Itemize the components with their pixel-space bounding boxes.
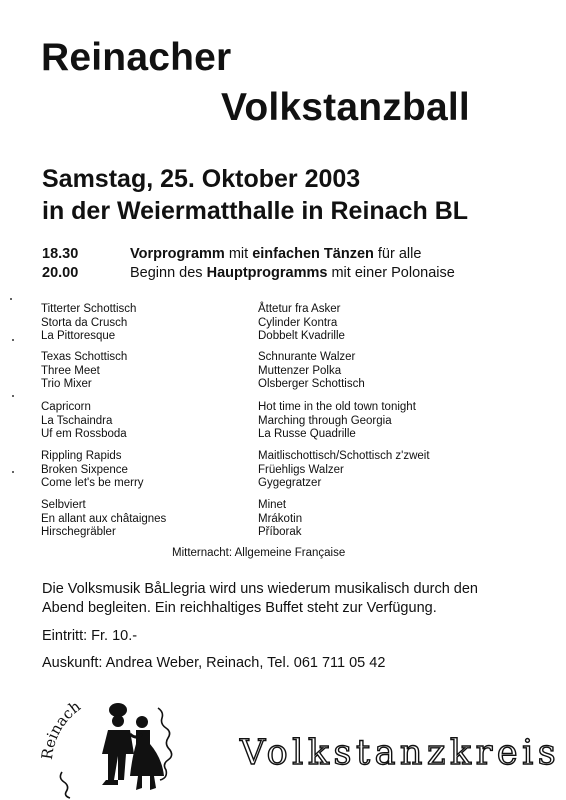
dance-item: Texas Schottisch	[41, 351, 128, 363]
margin-speck	[10, 298, 12, 300]
dance-item: En allant aux châtaignes	[41, 512, 167, 525]
dance-item: Früehligs Walzer	[258, 463, 344, 476]
dance-item: Minet	[258, 499, 287, 511]
man-dancer-icon	[102, 703, 134, 785]
schedule-text-bold: Vorprogramm	[130, 246, 225, 262]
contact-info: Auskunft: Andrea Weber, Reinach, Tel. 061 711 05 42	[42, 655, 386, 671]
dance-item: Cylinder Kontra	[258, 316, 338, 329]
dance-item: Three Meet	[41, 364, 100, 377]
dance-group	[41, 450, 144, 491]
margin-speck	[12, 471, 14, 473]
venue-line: in der Weiermatthalle in Reinach BL	[42, 197, 469, 225]
woman-dancer-icon	[130, 716, 164, 790]
dance-item: Mrákotin	[258, 512, 303, 525]
dance-item: Åttetur fra Asker	[258, 303, 341, 315]
dance-item: Capricorn	[41, 401, 91, 413]
midnight-note: Mitternacht: Allgemeine Française	[172, 547, 346, 559]
dance-group	[258, 401, 416, 442]
schedule-text: für alle	[373, 246, 422, 262]
schedule-text-bold: einfachen Tänzen	[252, 246, 374, 262]
entry-fee: Eintritt: Fr. 10.-	[42, 628, 138, 644]
schedule-description	[130, 264, 455, 283]
schedule-text: mit	[224, 246, 253, 262]
logo-text-path: Reinach	[38, 697, 85, 761]
music-line-1: Die Volksmusik BåLlegria wird uns wiederum musikalisch durch den	[42, 581, 478, 597]
date-line: Samstag, 25. Oktober 2003	[42, 165, 361, 193]
dance-item: Marching through Georgia	[258, 414, 392, 427]
dance-item: La Russe Quadrille	[258, 428, 356, 441]
dance-item: Schnurante Walzer	[258, 351, 356, 363]
dance-group	[41, 351, 127, 392]
volkstanzkreis-brand: Volkstanzkreis	[240, 733, 561, 773]
dance-group	[258, 351, 365, 392]
dance-item: Hirschegräbler	[41, 526, 116, 539]
schedule	[42, 245, 455, 283]
title-line-1: Reinacher	[41, 36, 232, 79]
schedule-text: mit einer Polonaise	[327, 265, 455, 281]
dance-item: Storta da Crusch	[41, 316, 128, 329]
dance-item: Come let's be merry	[41, 477, 144, 490]
schedule-description	[130, 245, 421, 264]
dance-item: Příborak	[258, 526, 302, 539]
logo-text	[38, 697, 84, 761]
dance-item: La Pittoresque	[41, 330, 116, 343]
dance-group	[41, 303, 136, 344]
schedule-time: 18.30	[42, 246, 79, 262]
dance-group	[258, 303, 345, 344]
schedule-row	[42, 264, 455, 283]
margin-speck	[12, 339, 14, 341]
reinach-dancers-logo	[38, 688, 198, 800]
music-line-2: Abend begleiten. Ein reichhaltiges Buffet steht zur Verfügung.	[42, 600, 437, 616]
margin-speck	[12, 395, 14, 397]
dance-group	[41, 499, 166, 540]
dance-item: Muttenzer Polka	[258, 364, 342, 377]
ornament-ring-left	[60, 772, 70, 798]
schedule-text: Beginn des	[130, 265, 207, 281]
dance-group	[258, 499, 302, 540]
schedule-time: 20.00	[42, 265, 79, 281]
title-line-2: Volkstanzball	[221, 86, 470, 129]
schedule-text-bold: Hauptprogramms	[206, 265, 328, 281]
dance-item: Maitlischottisch/Schottisch z'zweit	[258, 450, 430, 462]
dance-item: Selbviert	[41, 499, 86, 511]
dance-item: Trio Mixer	[41, 378, 92, 391]
dance-item: Dobbelt Kvadrille	[258, 330, 345, 343]
dance-item: Rippling Rapids	[41, 450, 122, 462]
schedule-row	[42, 245, 422, 264]
dance-item: Olsberger Schottisch	[258, 378, 365, 391]
dance-group	[41, 401, 127, 442]
dance-group	[258, 450, 430, 491]
dance-item: Titterter Schottisch	[41, 303, 137, 315]
dance-item: Gygegratzer	[258, 477, 322, 490]
dance-item: La Tschaindra	[41, 414, 113, 427]
dance-item: Uf em Rossboda	[41, 428, 127, 441]
dance-item: Hot time in the old town tonight	[258, 401, 416, 413]
dance-item: Broken Sixpence	[41, 463, 128, 476]
